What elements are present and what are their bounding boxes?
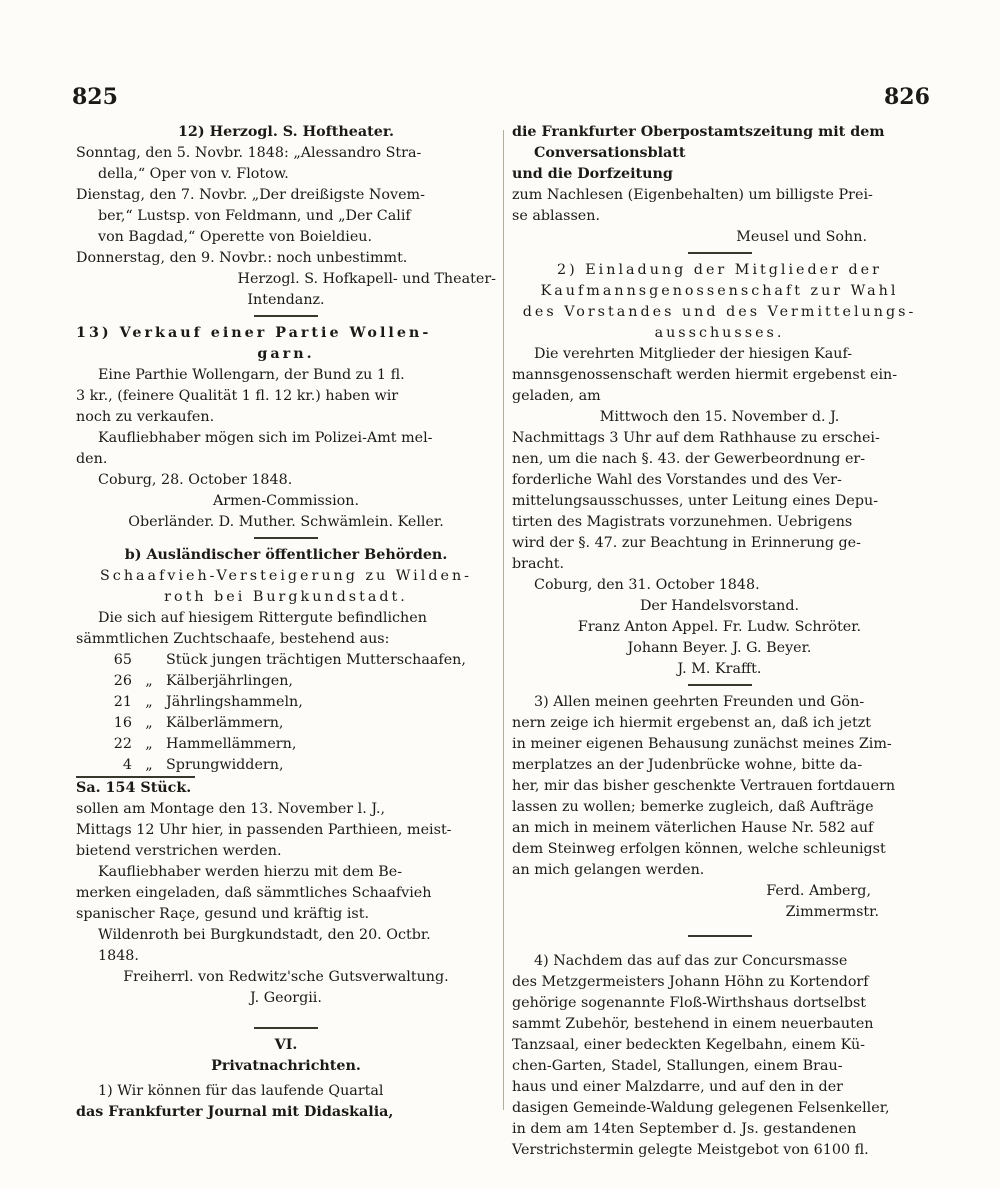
p2-signature: Der Handelsvorstand. — [639, 598, 800, 614]
p2-heading: des Vorstandes und des Vermittelungs- — [522, 304, 917, 320]
herd-list — [76, 650, 472, 776]
p4-line: des Metzgermeisters Johann Höhn zu Kortendorf — [512, 974, 869, 990]
section-divider — [254, 537, 318, 539]
page-number-right: 826 — [884, 84, 930, 110]
s12-line: ber,“ Lustsp. von Feldmann, und „Der Calif — [98, 208, 411, 224]
section-divider — [254, 315, 318, 317]
newspaper-title: Conversationsblatt — [534, 145, 686, 161]
section-divider — [254, 1027, 318, 1029]
section-divider — [688, 684, 752, 686]
herd-row: 65 Stück jungen trächtigen Mutterschaafen, — [113, 652, 466, 668]
p1-signature: Meusel und Sohn. — [736, 229, 867, 245]
newspaper-title: und die Dorfzeitung — [512, 166, 673, 182]
section-divider — [688, 935, 752, 937]
auction-line: Kaufliebhaber werden hierzu mit dem Be- — [98, 864, 403, 880]
private-notice-title: das Frankfurter Journal mit Didaskalia, — [76, 1104, 394, 1120]
section-13-heading: 13) Verkauf einer Partie Wollen- — [76, 325, 432, 341]
p2-line: mannsgenossenschaft werden hiermit ergebenst ein- — [512, 367, 898, 383]
auction-line: merken eingeladen, daß sämmtliches Schaafvieh — [76, 885, 432, 901]
auction-title: Schaafvieh-Versteigerung zu Wilden- — [100, 568, 472, 584]
p4-line: sammt Zubehör, bestehend in einem neuerbauten — [512, 1016, 874, 1032]
s12-line: della,“ Oper von v. Flotow. — [98, 166, 289, 182]
p3-line: 3) Allen meinen geehrten Freunden und Gön- — [534, 694, 865, 710]
herd-sum: Sa. 154 Stück. — [76, 776, 195, 799]
herd-row: 16 „ Kälberlämmern, — [113, 715, 284, 731]
p3-line: an mich in meinem väterlichen Hause Nr. 582 auf — [512, 820, 874, 836]
auction-signature: J. Georgii. — [250, 990, 322, 1006]
p2-heading: 2) Einladung der Mitglieder der — [557, 262, 882, 278]
p4-line: dasigen Gemeinde-Waldung gelegenen Felsenkeller, — [512, 1100, 890, 1116]
section-vi-heading: Privatnachrichten. — [211, 1058, 361, 1074]
p3-line: her, mir das bisher geschenkte Vertrauen fortdauern — [512, 778, 896, 794]
p2-line: Nachmittags 3 Uhr auf dem Rathhause zu erschei- — [512, 430, 880, 446]
p4-line: gehörige sogenannte Floß-Wirthshaus dortselbst — [512, 995, 867, 1011]
p2-heading: Kaufmannsgenossenschaft zur Wahl — [540, 283, 899, 299]
p2-line: forderliche Wahl des Vorstandes und des Ver- — [512, 472, 842, 488]
p3-signature: Zimmermstr. — [785, 904, 879, 920]
p2-signature: J. M. Krafft. — [677, 661, 762, 677]
section-b-heading: b) Ausländischer öffentlicher Behörden. — [124, 547, 448, 563]
p4-line: in dem am 14ten September d. Js. gestandenen — [512, 1121, 857, 1137]
herd-row: 26 „ Kälberjährlingen, — [113, 673, 293, 689]
herd-row: 22 „ Hammellämmern, — [113, 736, 297, 752]
s12-signature: Intendanz. — [247, 292, 325, 308]
p3-line: dem Steinweg erfolgen können, welche schleunigst — [512, 841, 886, 857]
section-divider — [688, 252, 752, 254]
p2-line: tirten des Magistrats vorzunehmen. Uebrigens — [512, 514, 853, 530]
s12-line: Dienstag, den 7. Novbr. „Der dreißigste Novem- — [76, 187, 425, 203]
p3-line: nern zeige ich hiermit ergebenst an, daß ich jetzt — [512, 715, 871, 731]
left-column — [76, 122, 496, 1123]
s13-line: Eine Parthie Wollengarn, der Bund zu 1 fl. — [98, 367, 405, 383]
s12-signature: Herzogl. S. Hofkapell- und Theater- — [237, 271, 496, 287]
s13-line: den. — [76, 451, 108, 467]
auction-line: spanischer Raçe, gesund und kräftig ist. — [76, 906, 370, 922]
p3-line: lassen zu wollen; bemerke zugleich, daß Aufträge — [512, 799, 874, 815]
p4-line: haus und einer Malzdarre, und auf den in der — [512, 1079, 843, 1095]
s13-signature: Oberländer. D. Muther. Schwämlein. Keller. — [128, 514, 444, 530]
p4-line: Tanzsaal, einer bedeckten Kegelbahn, einem Kü- — [512, 1037, 866, 1053]
s13-signature: Armen-Commission. — [212, 493, 360, 509]
s12-line: von Bagdad,“ Operette von Boieldieu. — [98, 229, 373, 245]
p2-line: bracht. — [512, 556, 565, 572]
s12-line: Donnerstag, den 9. Novbr.: noch unbestimmt. — [76, 250, 408, 266]
p3-signature: Ferd. Amberg, — [766, 883, 871, 899]
s13-line: 3 kr., (feinere Qualität 1 fl. 12 kr.) haben wir — [76, 388, 399, 404]
p3-line: an mich gelangen werden. — [512, 862, 705, 878]
right-column — [512, 122, 927, 1161]
auction-line: bietend verstrichen werden. — [76, 843, 282, 859]
p2-line: geladen, am — [512, 388, 601, 404]
p4-line: 4) Nachdem das auf das zur Concursmasse — [534, 953, 848, 969]
section-13-heading: garn. — [257, 346, 315, 362]
auction-intro: sämmtlichen Zuchtschaafe, bestehend aus: — [76, 631, 390, 647]
p2-line: Mittwoch den 15. November d. J. — [599, 409, 840, 425]
p2-line: Die verehrten Mitglieder der hiesigen Kauf- — [534, 346, 853, 362]
p4-line: Verstrichstermin gelegte Meistgebot von 6100 fl. — [512, 1142, 869, 1158]
p2-line: nen, um die nach §. 43. der Gewerbeordnung er- — [512, 451, 866, 467]
auction-intro: Die sich auf hiesigem Rittergute befindlichen — [98, 610, 427, 626]
p2-place-date: Coburg, den 31. October 1848. — [534, 577, 760, 593]
p1-line: se ablassen. — [512, 208, 601, 224]
p2-signature: Franz Anton Appel. Fr. Ludw. Schröter. — [577, 619, 862, 635]
p4-line: chen-Garten, Stadel, Stallungen, einem Brau- — [512, 1058, 843, 1074]
auction-line: Mittags 12 Uhr hier, in passenden Parthieen, meist- — [76, 822, 452, 838]
s13-place-date: Coburg, 28. October 1848. — [98, 472, 293, 488]
newspaper-title: die Frankfurter Oberpostamtszeitung mit dem — [512, 124, 885, 140]
herd-row: 21 „ Jährlingshammeln, — [113, 694, 303, 710]
s13-line: Kaufliebhaber mögen sich im Polizei-Amt mel- — [98, 430, 433, 446]
p2-signature: Johann Beyer. J. G. Beyer. — [627, 640, 812, 656]
section-12-heading: 12) Herzogl. S. Hoftheater. — [177, 124, 395, 140]
p2-line: wird der §. 47. zur Beachtung in Erinnerung ge- — [512, 535, 861, 551]
page-number-left: 825 — [72, 84, 118, 110]
p2-heading: ausschusses. — [654, 325, 785, 341]
auction-line: sollen am Montage den 13. November l. J., — [76, 801, 386, 817]
auction-title: roth bei Burgkundstadt. — [164, 589, 408, 605]
auction-signature: Freiherrl. von Redwitz'sche Gutsverwaltung. — [123, 969, 449, 985]
p1-line: zum Nachlesen (Eigenbehalten) um billigste Prei- — [512, 187, 873, 203]
s12-line: Sonntag, den 5. Novbr. 1848: „Alessandro Stra- — [76, 145, 422, 161]
s13-line: noch zu verkaufen. — [76, 409, 215, 425]
private-notice-line: 1) Wir können für das laufende Quartal — [98, 1083, 384, 1099]
p2-line: mittelungsausschusses, unter Leitung eines Depu- — [512, 493, 879, 509]
section-vi-numeral: VI. — [274, 1037, 298, 1053]
auction-line: Wildenroth bei Burgkundstadt, den 20. Octbr. — [98, 927, 431, 943]
herd-row: 4 „ Sprungwiddern, — [122, 757, 284, 773]
auction-line: 1848. — [98, 948, 139, 964]
p3-line: merplatzes an der Judenbrücke wohne, bitte da- — [512, 757, 863, 773]
p3-line: in meiner eigenen Behausung zunächst meines Zim- — [512, 736, 892, 752]
